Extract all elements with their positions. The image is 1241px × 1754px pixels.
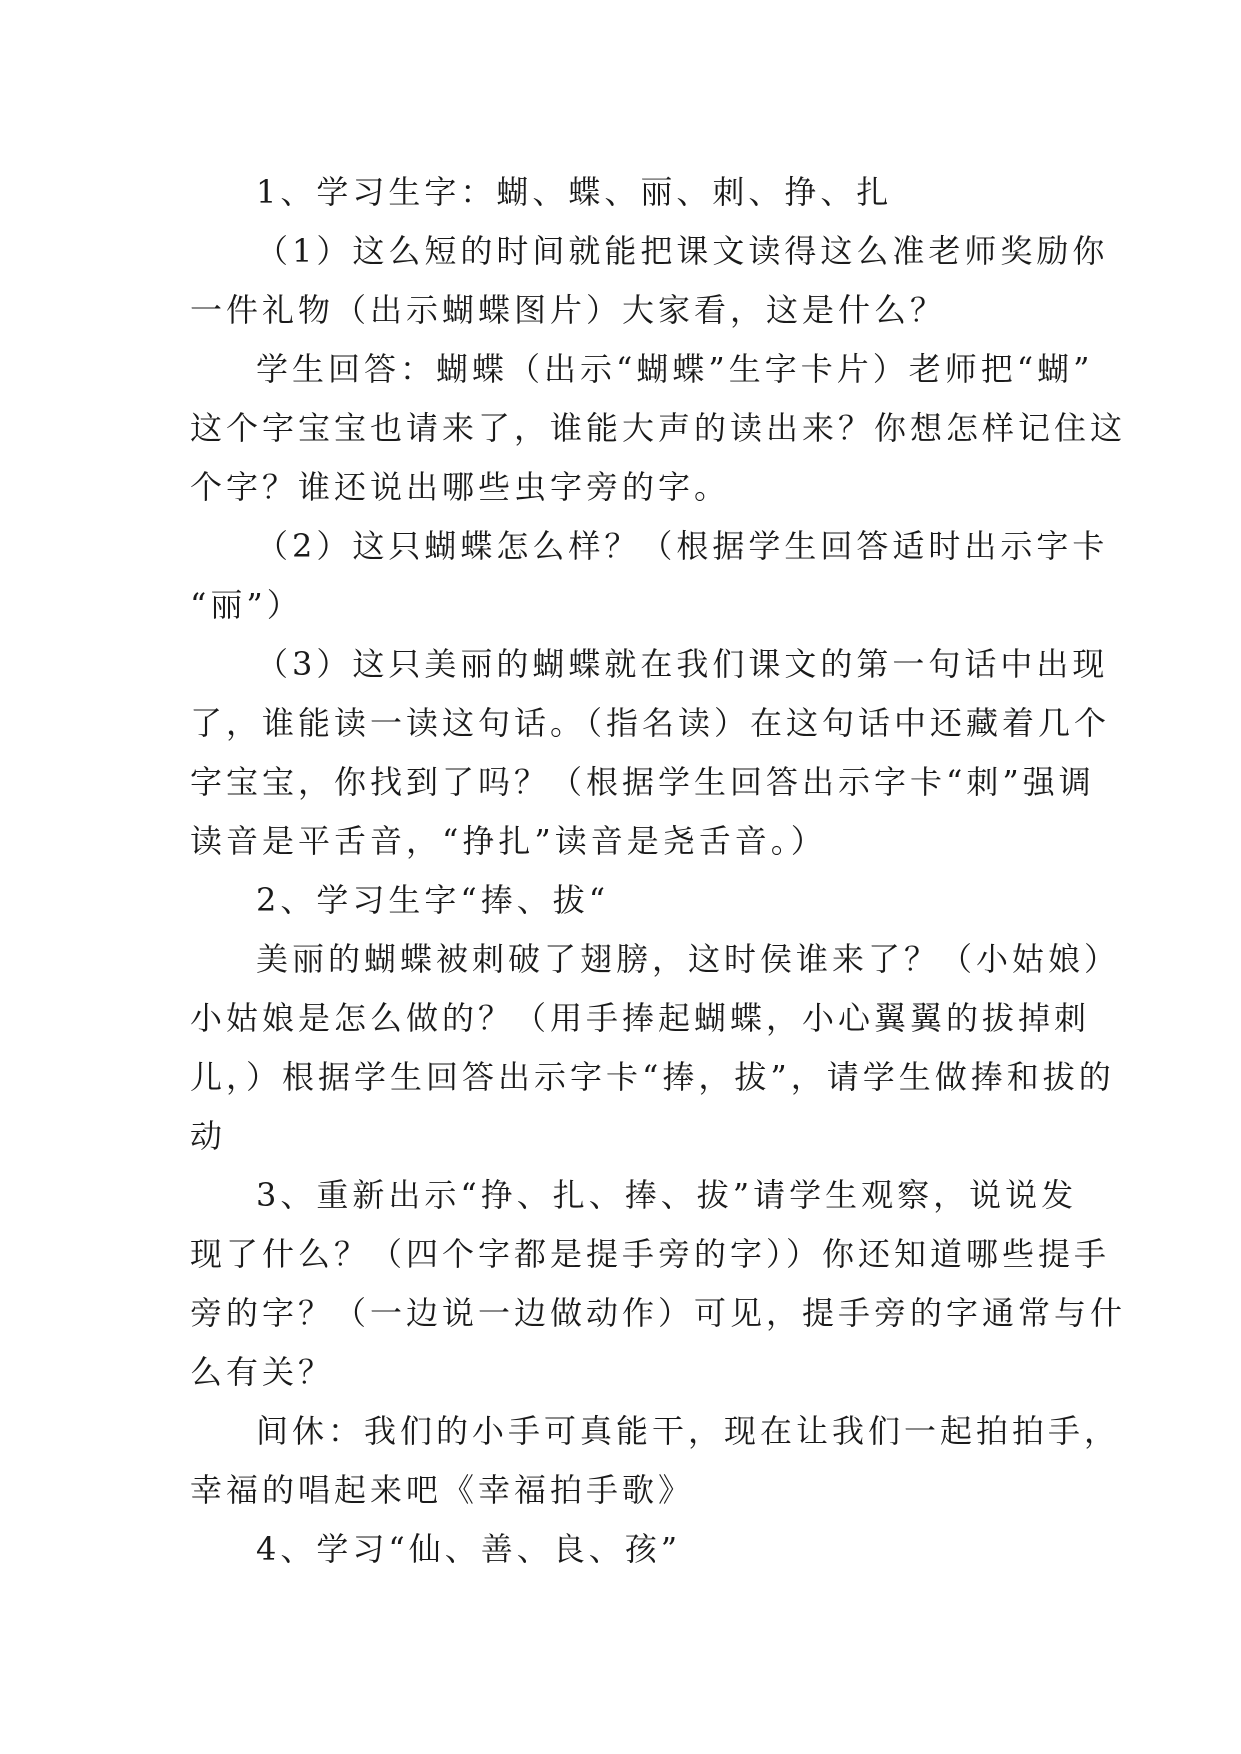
- paragraph-line: 美丽的蝴蝶被刺破了翅膀，这时侯谁来了？（小姑娘）: [256, 940, 1121, 978]
- paragraph-line: （1）这么短的时间就能把课文读得这么准老师奖励你: [256, 232, 1109, 270]
- paragraph-3: [190, 340, 1127, 517]
- paragraph-line: 幸福的唱起来吧《幸福拍手歌》: [190, 1471, 695, 1509]
- paragraph-7: [190, 930, 1121, 1166]
- paragraph-line: 4、学习“仙、善、良、孩”: [256, 1530, 682, 1568]
- paragraph-4: [190, 517, 1109, 635]
- paragraph-5: [190, 635, 1111, 871]
- paragraph-line: 字宝宝，你找到了吗？（根据学生回答出示字卡“刺”强调: [190, 763, 1095, 801]
- paragraph-10: [190, 1520, 1050, 1579]
- paragraph-2: [190, 222, 1109, 340]
- paragraph-1: [190, 163, 1050, 222]
- paragraph-9: [190, 1402, 1121, 1520]
- paragraph-8: [190, 1166, 1127, 1402]
- paragraph-line: 了，谁能读一读这句话。（指名读）在这句话中还藏着几个: [190, 704, 1111, 742]
- paragraph-6: [190, 871, 1050, 930]
- paragraph-line: 读音是平舌音，“挣扎”读音是尧舌音。）: [190, 822, 827, 860]
- paragraph-line: 1、学习生字：蝴、蝶、丽、刺、挣、扎: [256, 173, 893, 211]
- paragraph-line: “丽”）: [190, 586, 303, 624]
- paragraph-line: 间休：我们的小手可真能干，现在让我们一起拍拍手，: [256, 1412, 1121, 1450]
- paragraph-line: 儿，）根据学生回答出示字卡“捧，拔”，请学生做捧和拔的: [190, 1058, 1115, 1096]
- paragraph-line: 这个字宝宝也请来了，谁能大声的读出来？你想怎样记住这: [190, 409, 1127, 447]
- paragraph-line: 现了什么？（四个字都是提手旁的字））你还知道哪些提手: [190, 1235, 1111, 1273]
- paragraph-line: （2）这只蝴蝶怎么样？（根据学生回答适时出示字卡: [256, 527, 1109, 565]
- paragraph-line: 小姑娘是怎么做的？（用手捧起蝴蝶，小心翼翼的拔掉刺: [190, 999, 1091, 1037]
- paragraph-line: 动: [190, 1117, 227, 1155]
- paragraph-line: 旁的字？（一边说一边做动作）可见，提手旁的字通常与什: [190, 1294, 1127, 1332]
- paragraph-line: 么有关？: [190, 1353, 335, 1391]
- paragraph-line: 个字？谁还说出哪些虫字旁的字。: [190, 468, 731, 506]
- paragraph-line: 学生回答：蝴蝶（出示“蝴蝶”生字卡片）老师把“蝴”: [256, 350, 1094, 388]
- paragraph-line: 3、重新出示“挣、扎、捧、拔”请学生观察，说说发: [256, 1176, 1078, 1214]
- paragraph-line: 一件礼物（出示蝴蝶图片）大家看，这是什么？: [190, 291, 947, 329]
- paragraph-line: 2、学习生字“捧、拔“: [256, 881, 610, 919]
- paragraph-line: （3）这只美丽的蝴蝶就在我们课文的第一句话中出现: [256, 645, 1109, 683]
